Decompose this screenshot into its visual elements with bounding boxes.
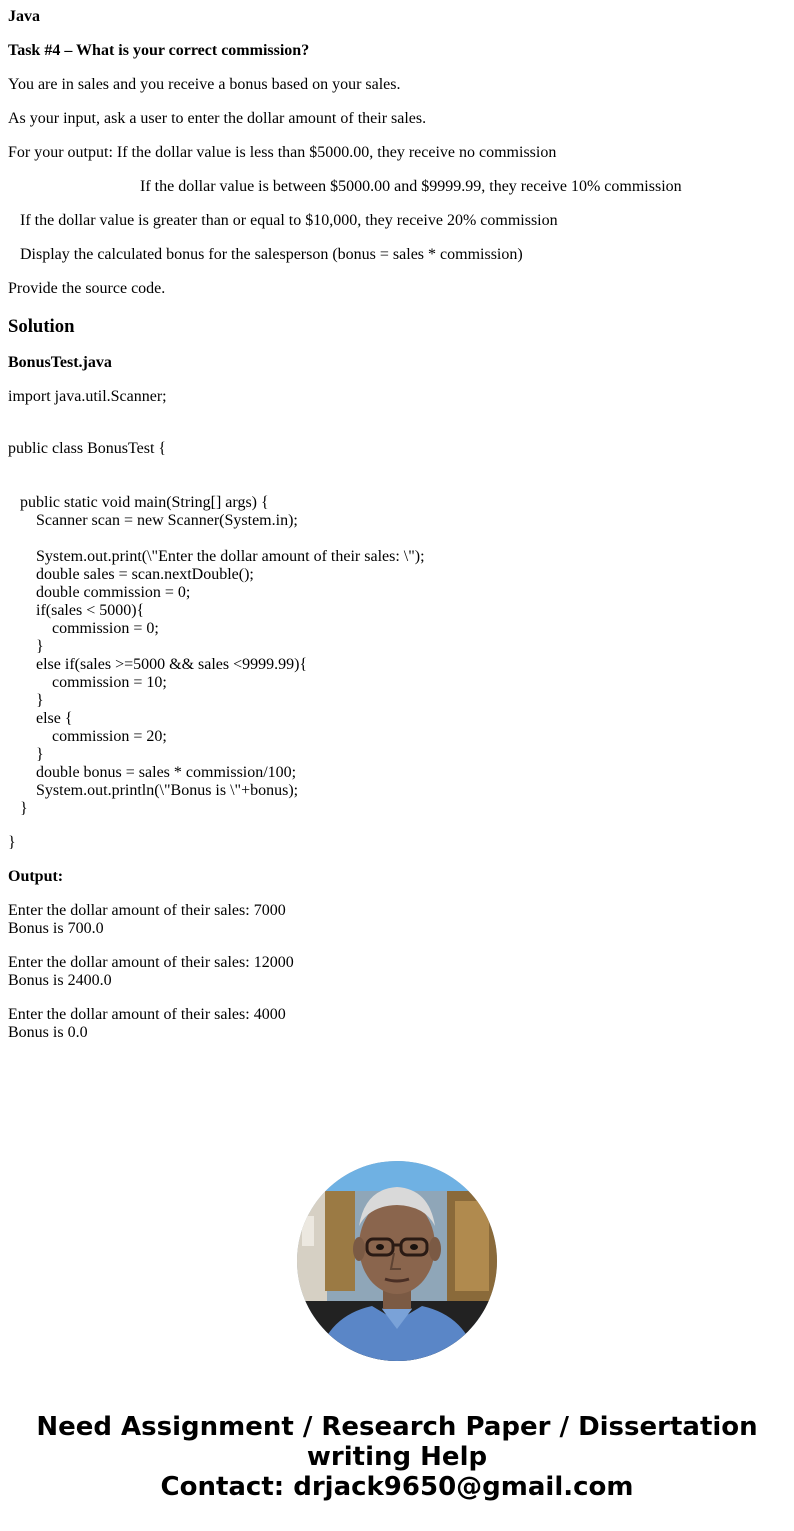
- solution-heading: Solution: [8, 316, 75, 337]
- prompt-line-5: If the dollar value is greater than or equal to $10,000, they receive 20% commission: [8, 212, 558, 229]
- prompt-line-6: Display the calculated bonus for the salesperson (bonus = sales * commission): [8, 246, 523, 263]
- output-heading: Output:: [8, 868, 64, 885]
- promo-banner: [0, 1412, 794, 1502]
- author-photo: [297, 1161, 497, 1361]
- task-heading: Task #4 – What is your correct commission?: [8, 42, 310, 59]
- output-run-3: Enter the dollar amount of their sales: 4000 Bonus is 0.0: [8, 1006, 286, 1041]
- prompt-line-4: If the dollar value is between $5000.00 and $9999.99, they receive 10% commission: [8, 178, 682, 195]
- solution-filename: BonusTest.java: [8, 354, 112, 371]
- promo-line-1: Need Assignment / Research Paper / Dissertation: [36, 1412, 758, 1442]
- promo-line-2: writing Help: [306, 1442, 488, 1472]
- document-page: [0, 8, 794, 1042]
- code-block: public class BonusTest { public static void main(String[] args) { Scanner scan = new Scanner(System.in); System.out.print(\"Enter the dollar amount of their sales: \"); double sales = scan.nextDouble(); double commission = 0; if(sales < 5000){ commission = 0; } else if(sales >=5000 && sales <9999.99){ commission = 10; } else { commission = 20; } double bonus = sales * commission/100; System.out.println(\"Bonus is \"+bonus); }: [8, 440, 425, 817]
- prompt-line-3: For your output: If the dollar value is less than $5000.00, they receive no commission: [8, 144, 557, 161]
- code-closing-brace: }: [8, 834, 16, 851]
- portrait-image: [297, 1161, 497, 1361]
- prompt-line-1: You are in sales and you receive a bonus based on your sales.: [8, 76, 401, 93]
- doc-title: Java: [8, 8, 40, 25]
- output-run-2: Enter the dollar amount of their sales: 12000 Bonus is 2400.0: [8, 954, 294, 989]
- prompt-line-7: Provide the source code.: [8, 280, 166, 297]
- prompt-line-2: As your input, ask a user to enter the dollar amount of their sales.: [8, 110, 427, 127]
- promo-contact-line: Contact: drjack9650@gmail.com: [160, 1472, 634, 1502]
- output-run-1: Enter the dollar amount of their sales: 7000 Bonus is 700.0: [8, 902, 286, 937]
- code-import-line: import java.util.Scanner;: [8, 388, 167, 405]
